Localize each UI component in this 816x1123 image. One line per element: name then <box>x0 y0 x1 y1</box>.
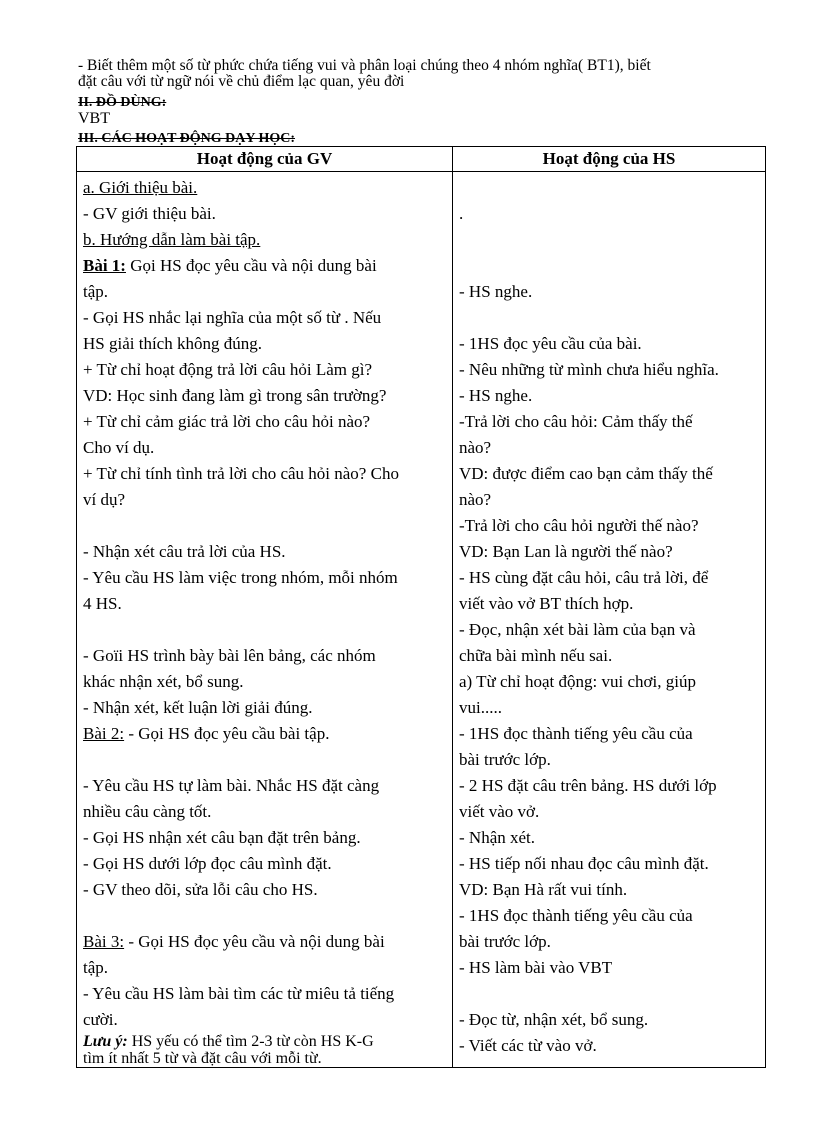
gv-line: - Nhận xét, kết luận lời giải đúng. <box>83 698 313 717</box>
hs-line: VD: Bạn Hà rất vui tính. <box>459 880 628 899</box>
gv-line: HS giải thích không đúng. <box>83 334 262 353</box>
hs-line: - HS cùng đặt câu hỏi, câu trả lời, để <box>459 568 709 587</box>
gv-line <box>83 721 452 747</box>
luu-y-text: HS yếu có thể tìm 2-3 từ còn HS K-G <box>127 1033 374 1050</box>
bai3-text: - Gọi HS đọc yêu cầu và nội dung bài <box>124 932 385 951</box>
hs-line: - Đọc từ, nhận xét, bổ sung. <box>459 1010 649 1029</box>
gv-line: - Gọi HS dưới lớp đọc câu mình đặt. <box>83 854 332 873</box>
hs-line: nào? <box>459 490 492 509</box>
gv-line <box>83 929 452 955</box>
gv-line: - Yêu cầu HS làm bài tìm các từ miêu tả tiếng <box>83 984 395 1003</box>
hs-line: - HS nghe. <box>459 282 533 301</box>
hs-line: - HS tiếp nối nhau đọc câu mình đặt. <box>459 854 709 873</box>
gv-blank-line <box>83 747 452 773</box>
gv-line: 4 HS. <box>83 594 122 613</box>
heading-hoat-dong: III. CÁC HOẠT ĐỘNG DẠY HỌC: <box>78 131 296 146</box>
hs-line: vui..... <box>459 698 502 717</box>
gv-line: - Gọi HS nhắc lại nghĩa của một số từ . Nếu <box>83 308 382 327</box>
table-header-row <box>77 147 766 172</box>
hs-line: bài trước lớp. <box>459 750 551 769</box>
hs-line: -Trả lời cho câu hỏi: Cảm thấy thế <box>459 412 693 431</box>
heading-do-dung: II. ĐỒ DÙNG: <box>78 95 167 110</box>
hs-blank-line <box>459 305 765 331</box>
luu-y-label: Lưu ý: <box>83 1033 128 1050</box>
gv-line: ví dụ? <box>83 490 126 509</box>
gv-line: tập. <box>83 282 109 301</box>
gv-line <box>83 1033 452 1050</box>
intro-line-2: đặt câu với từ ngữ nói về chủ điểm lạc quan, yêu đời <box>78 73 405 90</box>
gv-line <box>83 227 452 253</box>
gv-line: Cho ví dụ. <box>83 438 155 457</box>
hs-line: a) Từ chỉ hoạt động: vui chơi, giúp <box>459 672 696 691</box>
gv-line <box>83 175 452 201</box>
gv-guide-heading: b. Hướng dẫn làm bài tập. <box>83 230 261 249</box>
materials-vbt: VBT <box>78 110 110 127</box>
hs-blank-line <box>459 175 765 201</box>
bai3-label: Bài 3: <box>83 932 125 951</box>
activities-table <box>76 146 766 1068</box>
hs-line: - Nêu những từ mình chưa hiểu nghĩa. <box>459 360 719 379</box>
hs-blank-line <box>459 981 765 1007</box>
intro-objectives <box>78 58 768 90</box>
column-header-hs: Hoạt động của HS <box>453 147 766 172</box>
hs-line: viết vào vở. <box>459 802 540 821</box>
gv-line: VD: Học sinh đang làm gì trong sân trường? <box>83 386 387 405</box>
hs-line: - Nhận xét. <box>459 828 536 847</box>
bai2-text: - Gọi HS đọc yêu cầu bài tập. <box>124 724 330 743</box>
student-activities-cell <box>453 172 766 1068</box>
hs-line: viết vào vở BT thích hợp. <box>459 594 634 613</box>
hs-line: VD: Bạn Lan là người thế nào? <box>459 542 673 561</box>
hs-line: - HS làm bài vào VBT <box>459 958 613 977</box>
gv-blank-line <box>83 513 452 539</box>
hs-blank-line <box>459 253 765 279</box>
gv-line: - Goïi HS trình bày bài lên bảng, các nhóm <box>83 646 376 665</box>
gv-line: khác nhận xét, bổ sung. <box>83 672 244 691</box>
table-body-row <box>77 172 766 1068</box>
gv-line: tập. <box>83 958 109 977</box>
hs-line: nào? <box>459 438 492 457</box>
gv-line: nhiều câu càng tốt. <box>83 802 212 821</box>
gv-line: - Nhận xét câu trả lời của HS. <box>83 542 286 561</box>
gv-intro-heading: a. Giới thiệu bài. <box>83 178 198 197</box>
hs-line: chữa bài mình nếu sai. <box>459 646 613 665</box>
hs-blank-line <box>459 227 765 253</box>
gv-line: - GV theo dõi, sửa lỗi câu cho HS. <box>83 880 318 899</box>
intro-line-1: - Biết thêm một số từ phức chứa tiếng vui và phân loại chúng theo 4 nhóm nghĩa( BT1), biết <box>78 57 651 74</box>
gv-line: tìm ít nhất 5 từ và đặt câu với mỗi từ. <box>83 1050 322 1067</box>
gv-line: - GV giới thiệu bài. <box>83 204 216 223</box>
bai2-label: Bài 2: <box>83 724 125 743</box>
gv-line <box>83 253 452 279</box>
hs-line: . <box>459 204 464 223</box>
gv-line: + Từ chỉ tính tình trả lời cho câu hỏi nào? Cho <box>83 464 399 483</box>
gv-line: + Từ chỉ cảm giác trả lời cho câu hỏi nào? <box>83 412 371 431</box>
hs-line: - 1HS đọc thành tiếng yêu cầu của <box>459 724 693 743</box>
bai1-label: Bài 1: <box>83 256 126 275</box>
gv-line: cười. <box>83 1010 118 1029</box>
column-header-gv: Hoạt động của GV <box>77 147 453 172</box>
hs-line: - 1HS đọc yêu cầu của bài. <box>459 334 642 353</box>
gv-line: - Yêu cầu HS làm việc trong nhóm, mỗi nhóm <box>83 568 398 587</box>
gv-line: + Từ chỉ hoạt động trả lời câu hỏi Làm gì? <box>83 360 373 379</box>
hs-line: - 1HS đọc thành tiếng yêu cầu của <box>459 906 693 925</box>
hs-line: -Trả lời cho câu hỏi người thế nào? <box>459 516 699 535</box>
hs-line: VD: được điểm cao bạn cảm thấy thế <box>459 464 713 483</box>
hs-line: - HS nghe. <box>459 386 533 405</box>
gv-line: - Gọi HS nhận xét câu bạn đặt trên bảng. <box>83 828 361 847</box>
gv-line: - Yêu cầu HS tự làm bài. Nhắc HS đặt càng <box>83 776 380 795</box>
gv-blank-line <box>83 617 452 643</box>
hs-line: - Viết các từ vào vở. <box>459 1036 597 1055</box>
hs-line: - 2 HS đặt câu trên bảng. HS dưới lớp <box>459 776 717 795</box>
teacher-activities-cell <box>77 172 453 1068</box>
gv-blank-line <box>83 903 452 929</box>
hs-line: - Đọc, nhận xét bài làm của bạn và <box>459 620 696 639</box>
bai1-text: Gọi HS đọc yêu cầu và nội dung bài <box>125 256 377 275</box>
hs-line: bài trước lớp. <box>459 932 551 951</box>
